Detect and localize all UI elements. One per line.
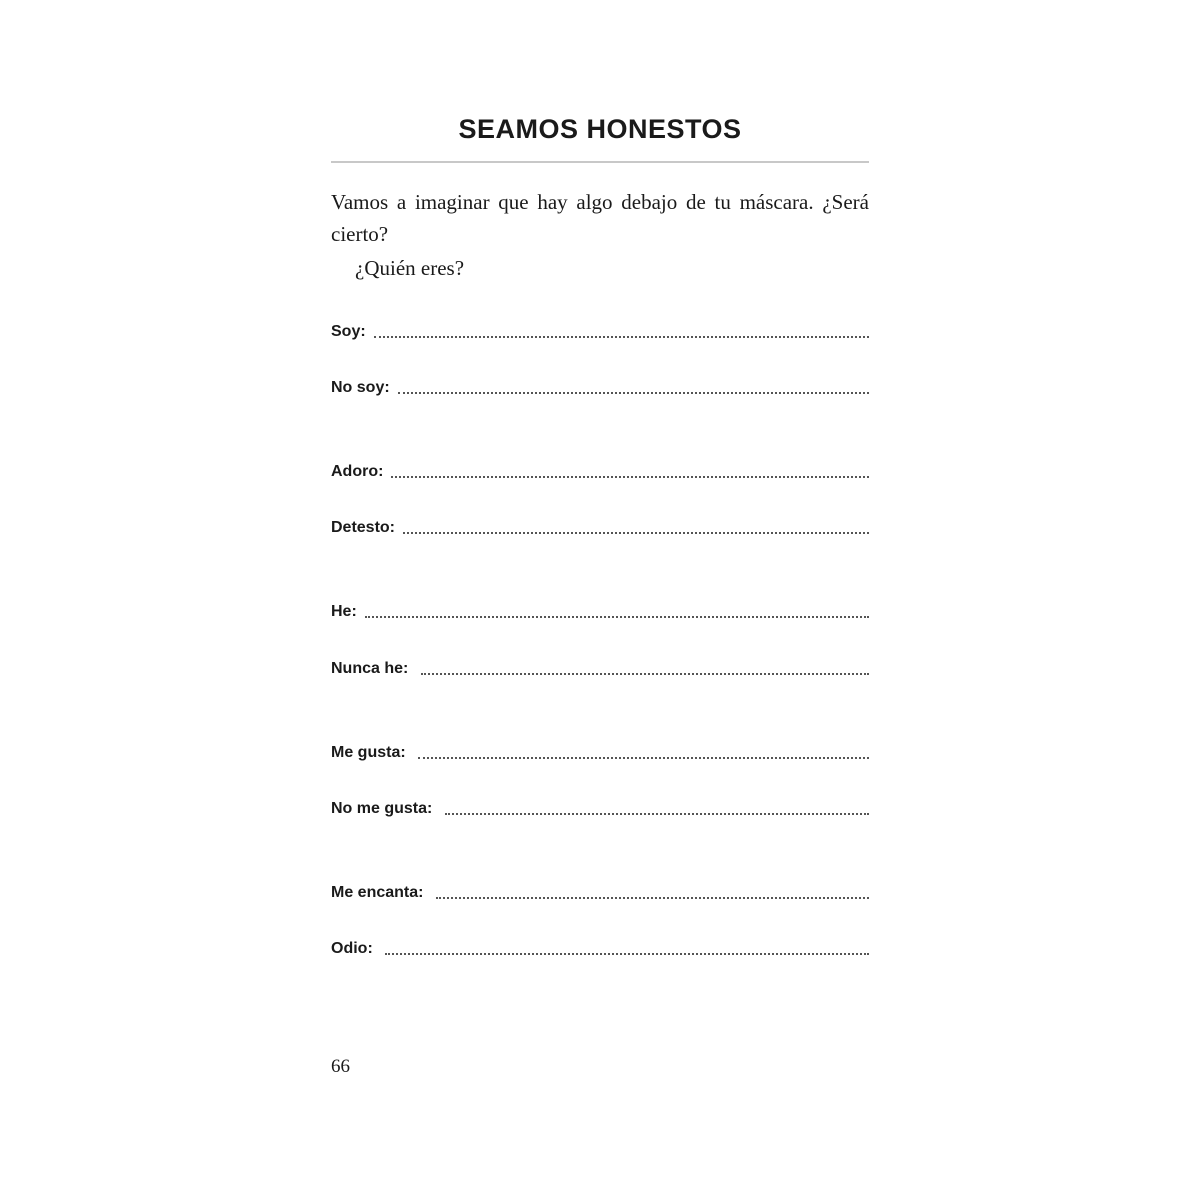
dotted-answer-line[interactable] (398, 392, 869, 394)
dotted-answer-line[interactable] (436, 897, 869, 899)
field-me-gusta[interactable] (331, 739, 869, 763)
title-divider (331, 161, 869, 163)
field-odio[interactable] (331, 935, 869, 959)
field-label: Nunca he: (331, 660, 413, 677)
dotted-answer-line[interactable] (385, 953, 869, 955)
intro-text: Vamos a imaginar que hay algo debajo de tu máscara. ¿Será cierto? (331, 190, 869, 246)
field-label: Soy: (331, 323, 366, 340)
field-label: No soy: (331, 379, 390, 396)
dotted-answer-line[interactable] (365, 616, 869, 618)
dotted-answer-line[interactable] (374, 336, 869, 338)
field-adoro[interactable] (331, 458, 869, 482)
question-text: ¿Quién eres? (355, 256, 465, 280)
field-label: No me gusta: (331, 800, 437, 817)
workbook-page (331, 0, 869, 1200)
field-label: Me encanta: (331, 884, 428, 901)
field-he[interactable] (331, 598, 869, 622)
field-nunca-he[interactable] (331, 655, 869, 679)
page-title: SEAMOS HONESTOS (458, 114, 742, 144)
field-label: Me gusta: (331, 744, 411, 761)
field-no-me-gusta[interactable] (331, 795, 869, 819)
dotted-answer-line[interactable] (418, 757, 869, 759)
dotted-answer-line[interactable] (445, 813, 869, 815)
page-number: 66 (331, 1056, 350, 1077)
field-label: Adoro: (331, 463, 384, 480)
dotted-answer-line[interactable] (421, 673, 869, 675)
field-label: Detesto: (331, 519, 396, 536)
field-label: Odio: (331, 940, 378, 957)
dotted-answer-line[interactable] (391, 476, 869, 478)
field-soy[interactable] (331, 318, 869, 342)
field-detesto[interactable] (331, 514, 869, 538)
field-label: He: (331, 603, 357, 620)
dotted-answer-line[interactable] (403, 532, 869, 534)
field-me-encanta[interactable] (331, 879, 869, 903)
field-no-soy[interactable] (331, 374, 869, 398)
